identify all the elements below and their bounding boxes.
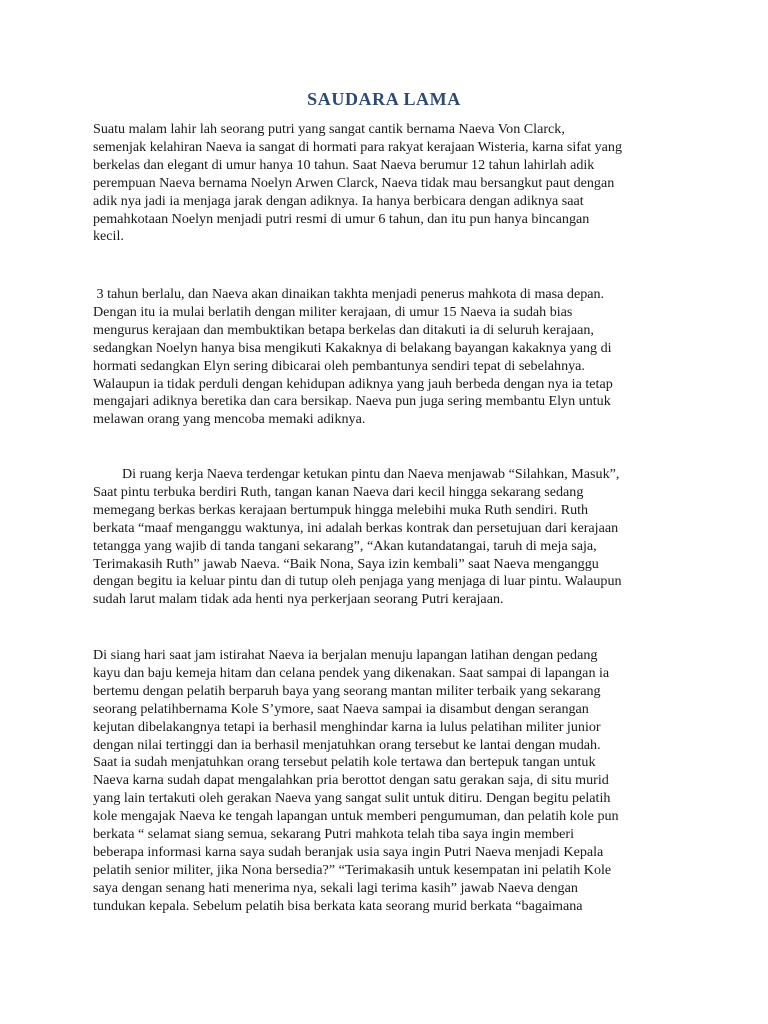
text-line: bertemu dengan pelatih berparuh baya yang seorang mantan militer terbaik yang sekarang <box>93 682 601 699</box>
text-line: Saat pintu terbuka berdiri Ruth, tangan kanan Naeva dari kecil hingga sekarang sedang <box>93 483 584 500</box>
text-line: kayu dan baju kemeja hitam dan celana pendek yang dikenakan. Saat sampai di lapangan ia <box>93 664 610 681</box>
text-line: kole mengajak Naeva ke tengah lapangan untuk memberi pengumuman, dan pelatih kole pun <box>93 808 619 825</box>
text-line: mengurus kerajaan dan membuktikan betapa berkelas dan ditakuti ia di seluruh kerajaan, <box>93 321 594 338</box>
text-line: Walaupun ia tidak perduli dengan kehidupan adiknya yang jauh berbeda dengan nya ia tetap <box>93 375 613 392</box>
paragraph-3 <box>93 466 683 609</box>
text-line: adik nya jadi ia menjaga jarak dengan adiknya. Ia hanya berbicara dengan adiknya saat <box>93 192 584 209</box>
text-line: hormati sedangkan Elyn sering dibicarai oleh pembantunya sendiri tepat di sebelahnya. <box>93 357 585 374</box>
text-line: Suatu malam lahir lah seorang putri yang sangat cantik bernama Naeva Von Clarck, <box>93 121 565 137</box>
text-line: dengan nilai tertinggi dan ia berhasil menjatuhkan orang tersebut ke lantai dengan mudah. <box>93 736 601 753</box>
text-line: mengajari adiknya beretika dan cara bersikap. Naeva pun juga sering membantu Elyn untuk <box>93 393 611 410</box>
text-line: saya dengan senang hati menerima nya, sekali lagi terima kasih” jawab Naeva dengan <box>93 879 578 896</box>
text-line: sudah larut malam tidak ada henti nya perkerjaan seorang Putri kerajaan. <box>93 591 504 608</box>
text-line: dengan begitu ia keluar pintu dan di tutup oleh penjaga yang menjaga di luar pintu. Walaupun <box>93 573 622 590</box>
text-line: beberapa informasi karna saya sudah beranjak usia saya ingin Putri Naeva menjadi Kepala <box>93 843 604 860</box>
paragraph-2 <box>93 286 683 429</box>
text-line: sedangkan Noelyn hanya bisa mengikuti Kakaknya di belakang bayangan kakaknya yang di <box>93 339 612 356</box>
text-line: melawan orang yang mencoba memaki adiknya. <box>93 411 366 428</box>
text-line: perempuan Naeva bernama Noelyn Arwen Clarck, Naeva tidak mau bersangkut paut dengan <box>93 174 615 191</box>
text-line: tetangga yang wajib di tanda tangani sekarang”, “Akan kutandatangai, taruh di meja saja, <box>93 537 597 554</box>
text-line: kecil. <box>93 228 124 245</box>
text-line: Saat ia sudah menjatuhkan orang tersebut pelatih kole tertawa dan bertepuk tangan untuk <box>93 754 596 771</box>
text-line: tundukan kepala. Sebelum pelatih bisa berkata kata seorang murid berkata “bagaimana <box>93 897 583 914</box>
text-line: kejutan dibelakangnya tetapi ia berhasil menghindar karna ia lulus pelatihan militer junior <box>93 718 601 735</box>
text-line: berkata “ selamat siang semua, sekarang Putri mahkota telah tiba saya ingin memberi <box>93 826 574 843</box>
paragraph-1 <box>93 121 683 246</box>
text-line: berkelas dan elegant di umur hanya 10 tahun. Saat Naeva berumur 12 tahun lahirlah adik <box>93 156 595 173</box>
text-line: yang lain tertakuti oleh gerakan Naeva yang sangat sulit untuk ditiru. Dengan begitu pelatih <box>93 790 611 807</box>
text-line: memegang berkas berkas kerajaan bertumpuk hingga melebihi muka Ruth sendiri. Ruth <box>93 501 589 518</box>
paragraph-4 <box>93 647 683 916</box>
text-line: pemahkotaan Noelyn menjadi putri resmi di umur 6 tahun, dan itu pun hanya bincangan <box>93 210 590 227</box>
text-line: semenjak kelahiran Naeva ia sangat di hormati para rakyat kerajaan Wisteria, karna sifat yang <box>93 138 623 155</box>
text-line: pelatih senior militer, jika Nona bersedia?” “Terimakasih untuk kesempatan ini pelatih Kole <box>93 861 612 878</box>
text-line: Dengan itu ia mulai berlatih dengan militer kerajaan, di umur 15 Naeva ia sudah bias <box>93 303 573 320</box>
text-line: Terimakasih Ruth” jawab Naeva. “Baik Nona, Saya izin kembali” saat Naeva menganggu <box>93 555 599 572</box>
text-line: 3 tahun berlalu, dan Naeva akan dinaikan takhta menjadi penerus mahkota di masa depan. <box>93 286 605 302</box>
text-line: berkata “maaf menganggu waktunya, ini adalah berkas kontrak dan persetujuan dari kerajaan <box>93 519 619 536</box>
text-line: Di siang hari saat jam istirahat Naeva ia berjalan menuju lapangan latihan dengan pedang <box>93 647 598 663</box>
document-title: SAUDARA LAMA <box>307 89 461 109</box>
text-line: seorang pelatihbernama Kole S’ymore, saat Naeva sampai ia disambut dengan serangan <box>93 700 589 717</box>
text-line: Naeva karna sudah dapat mengalahkan pria berottot dengan satu gerakan saja, di situ murid <box>93 772 609 789</box>
text-line: Di ruang kerja Naeva terdengar ketukan pintu dan Naeva menjawab “Silahkan, Masuk”, <box>122 466 620 482</box>
